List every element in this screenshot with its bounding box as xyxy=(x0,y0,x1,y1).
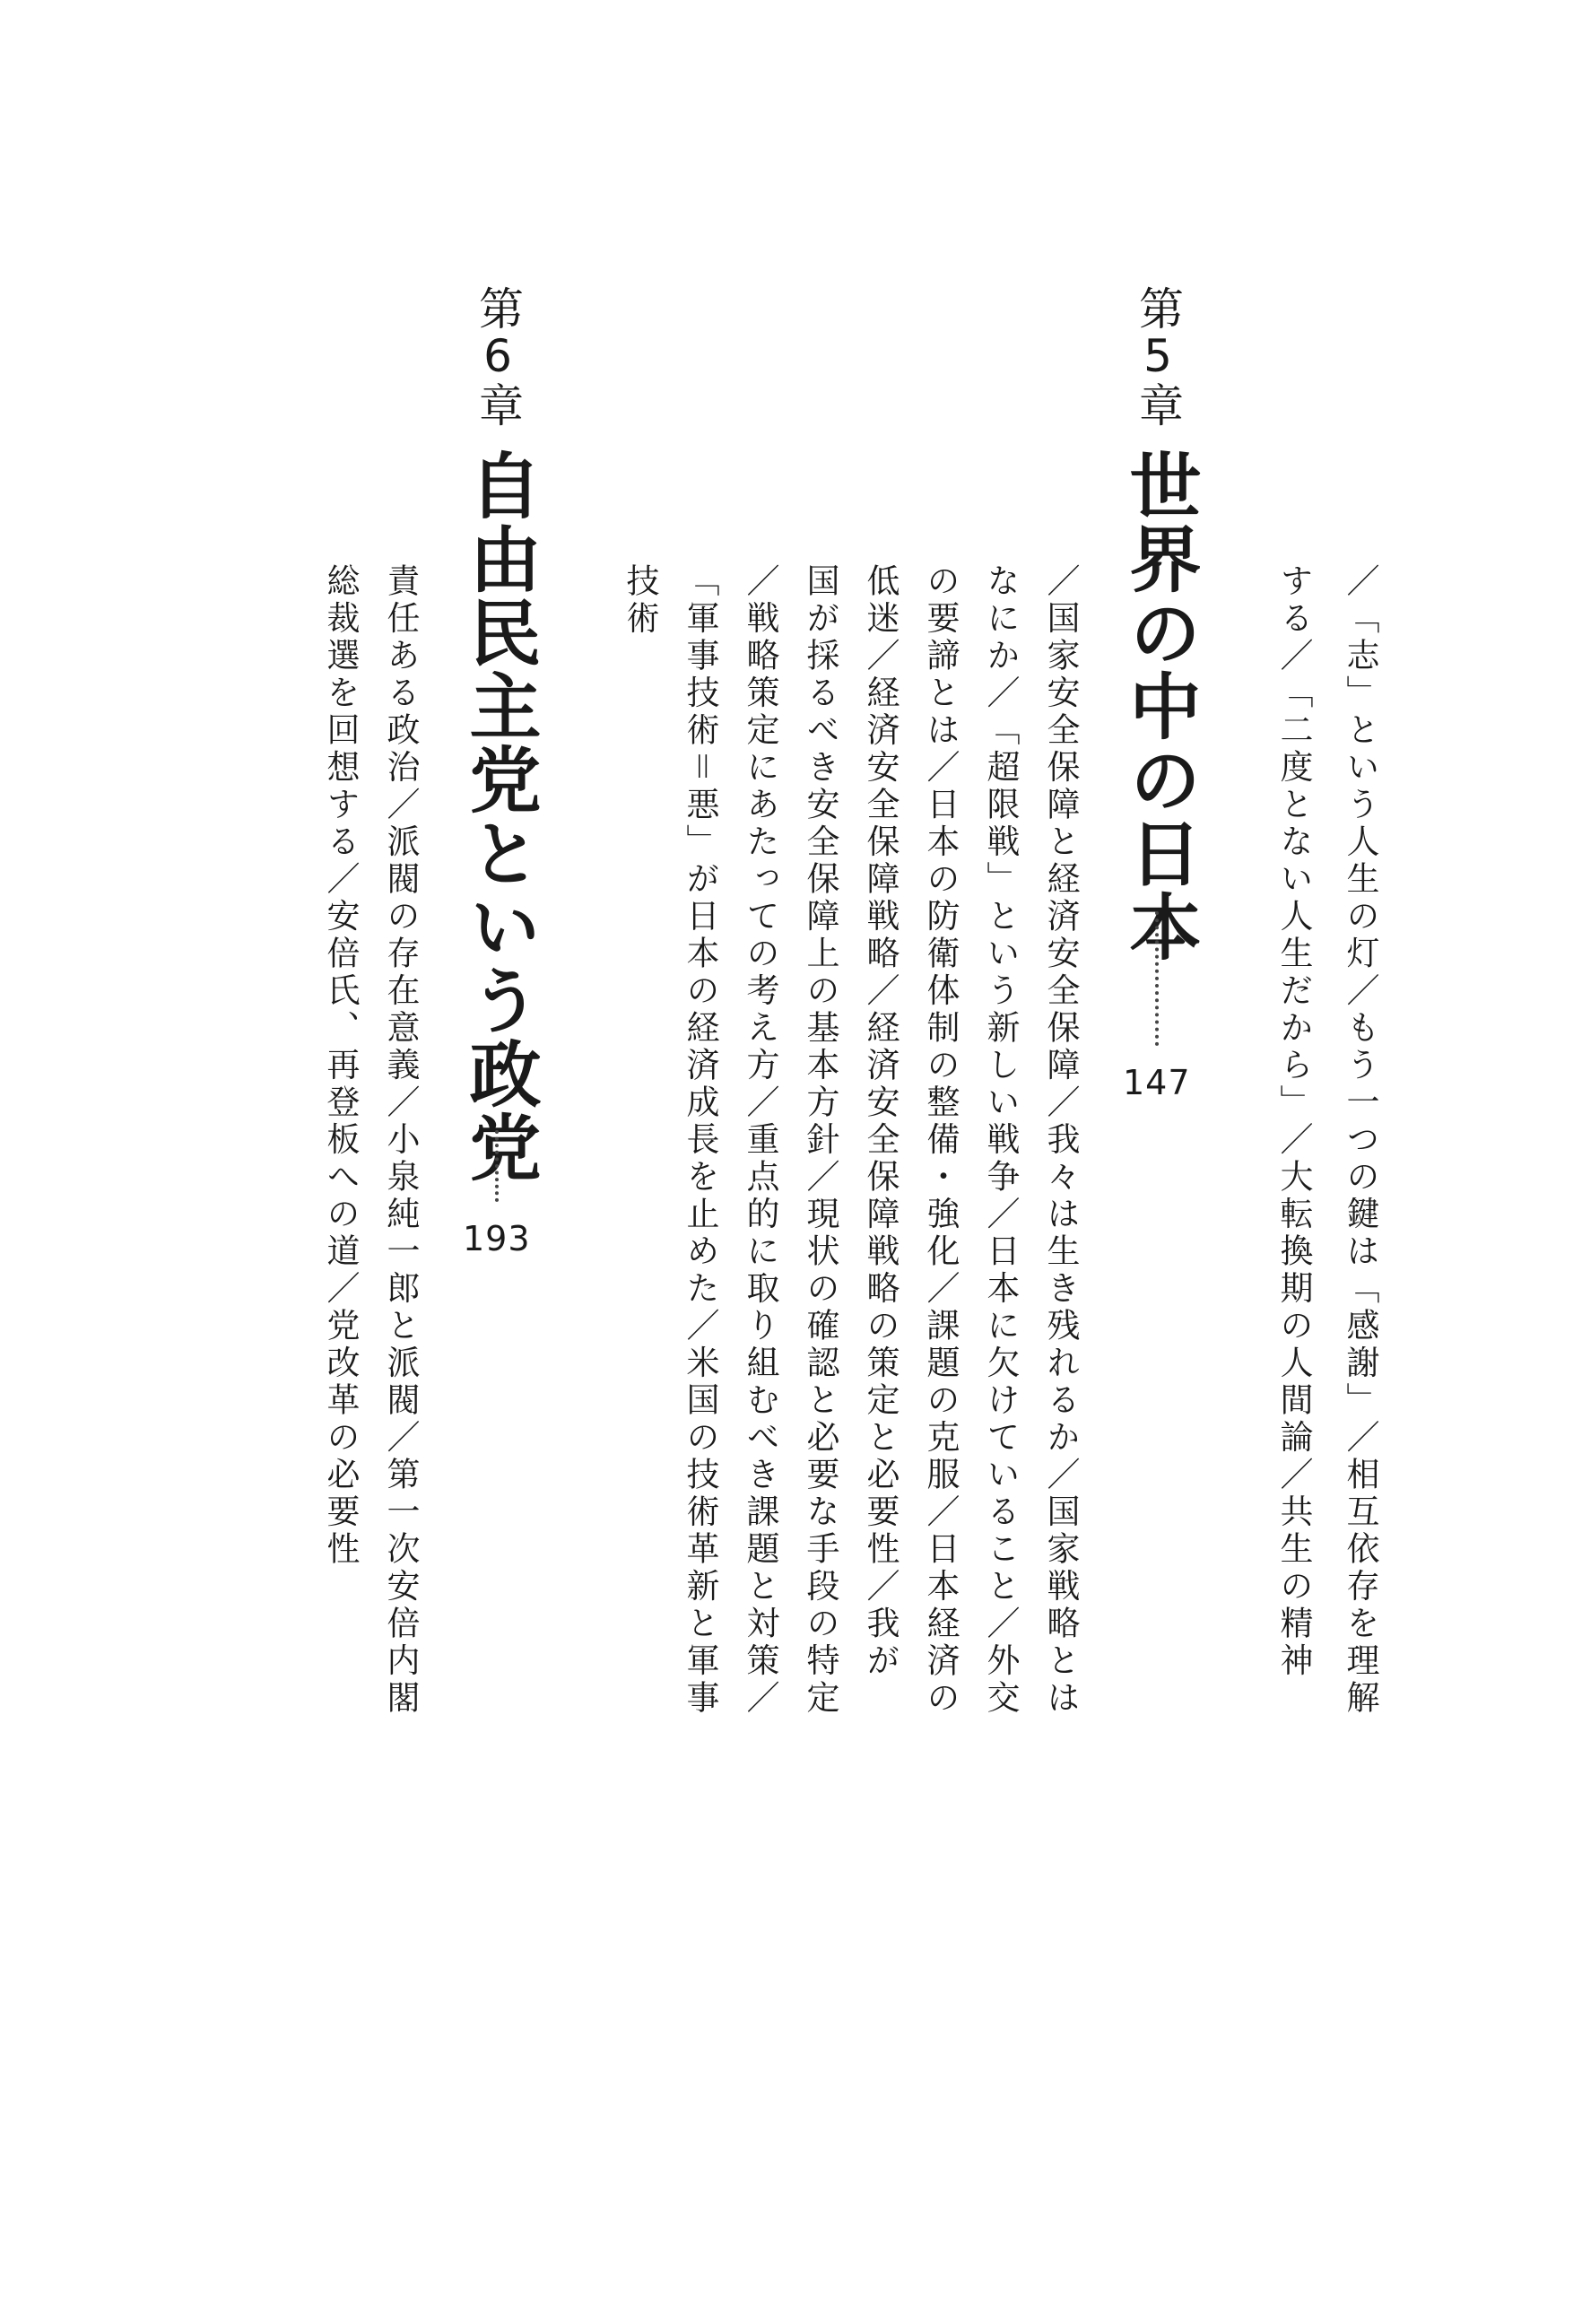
chapter5-line-4: 低迷／経済安全保障戦略／経済安全保障戦略の策定と必要性／我が xyxy=(861,563,900,1680)
chapter5-dot-leader xyxy=(1155,911,1162,1046)
chapter5-line-5: 国が採るべき安全保障上の基本方針／現状の確認と必要な手段の特定 xyxy=(801,563,839,1718)
chapter5-line-7: 「軍事技術＝悪」が日本の経済成長を止めた／米国の技術革新と軍事 xyxy=(681,563,719,1718)
chapter5-line-2: なにか／「超限戦」という新しい戦争／日本に欠けていること／外交 xyxy=(981,563,1020,1718)
chapter6-line-1: 責任ある政治／派閥の存在意義／小泉純一郎と派閥／第一次安倍内閣 xyxy=(381,563,420,1718)
chapter5-page-number[interactable]: 147 xyxy=(1123,1063,1191,1102)
chapter5-title[interactable]: 世界の中の日本 xyxy=(1117,448,1201,963)
chapter5-line-6: ／戦略策定にあたっての考え方／重点的に取り組むべき課題と対策／ xyxy=(741,563,779,1718)
chapter6-dot-leader xyxy=(495,1130,502,1202)
preceding-line-1: ／「志」という人生の灯／もう一つの鍵は「感謝」／相互依存を理解 xyxy=(1341,563,1379,1718)
chapter6-title[interactable]: 自由民主党という政党 xyxy=(457,448,541,1184)
chapter6-line-2: 総裁選を回想する／安倍氏、再登板への道／党改革の必要性 xyxy=(321,563,360,1569)
chapter6-label: 第6章 xyxy=(472,285,524,427)
chapter5-line-1: ／国家安全保障と経済安全保障／我々は生き残れるか／国家戦略とは xyxy=(1041,563,1080,1718)
chapter6-page-number[interactable]: 193 xyxy=(463,1219,531,1258)
preceding-line-2: する／「二度とない人生だから」／大転換期の人間論／共生の精神 xyxy=(1274,563,1313,1680)
chapter5-line-3: の要諦とは／日本の防衛体制の整備・強化／課題の克服／日本経済の xyxy=(921,563,960,1718)
chapter5-line-8: 技術 xyxy=(621,563,659,638)
chapter5-label: 第5章 xyxy=(1132,285,1184,427)
